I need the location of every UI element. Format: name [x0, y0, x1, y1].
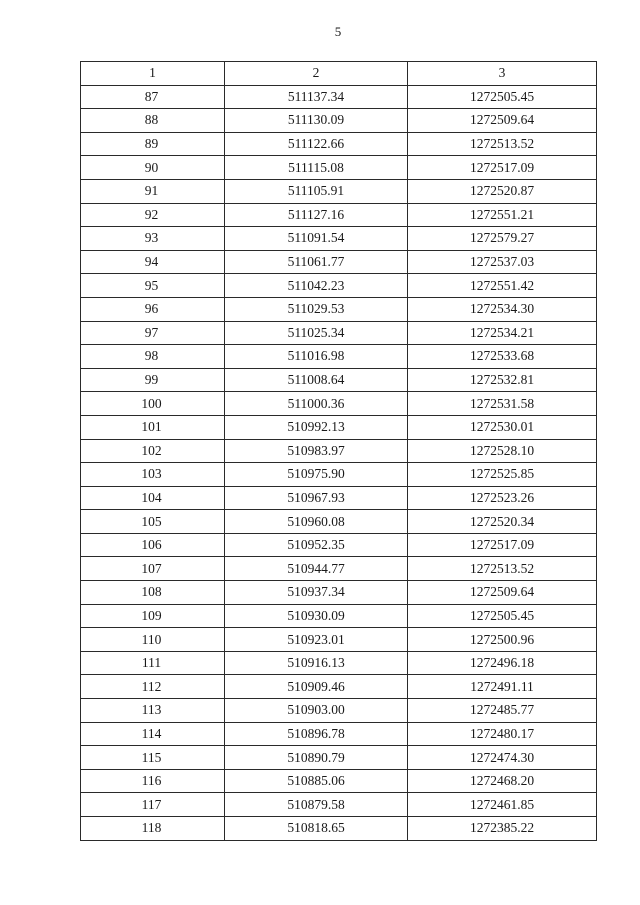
y-coordinate-cell: 1272505.45 [408, 604, 597, 628]
column-header-2: 2 [225, 62, 408, 86]
y-coordinate-cell: 1272480.17 [408, 722, 597, 746]
coordinates-table [80, 61, 597, 841]
y-coordinate-cell: 1272513.52 [408, 557, 597, 581]
x-coordinate-cell: 510952.35 [225, 533, 408, 557]
y-coordinate-cell: 1272517.09 [408, 533, 597, 557]
y-coordinate-cell: 1272551.42 [408, 274, 597, 298]
point-number-cell: 116 [81, 769, 225, 793]
y-coordinate-cell: 1272474.30 [408, 746, 597, 770]
point-number-cell: 111 [81, 651, 225, 675]
point-number-cell: 107 [81, 557, 225, 581]
x-coordinate-cell: 510960.08 [225, 510, 408, 534]
point-number-cell: 117 [81, 793, 225, 817]
point-number-cell: 113 [81, 699, 225, 723]
table-row [81, 368, 597, 392]
table-row [81, 345, 597, 369]
x-coordinate-cell: 510930.09 [225, 604, 408, 628]
table-row [81, 203, 597, 227]
y-coordinate-cell: 1272485.77 [408, 699, 597, 723]
table-row [81, 817, 597, 841]
point-number-cell: 88 [81, 109, 225, 133]
table-row [81, 557, 597, 581]
table-row [81, 769, 597, 793]
table-row [81, 132, 597, 156]
y-coordinate-cell: 1272534.30 [408, 297, 597, 321]
y-coordinate-cell: 1272534.21 [408, 321, 597, 345]
table-row [81, 415, 597, 439]
x-coordinate-cell: 511115.08 [225, 156, 408, 180]
table-row [81, 109, 597, 133]
x-coordinate-cell: 510944.77 [225, 557, 408, 581]
x-coordinate-cell: 510818.65 [225, 817, 408, 841]
y-coordinate-cell: 1272537.03 [408, 250, 597, 274]
y-coordinate-cell: 1272579.27 [408, 227, 597, 251]
y-coordinate-cell: 1272509.64 [408, 581, 597, 605]
table-row [81, 628, 597, 652]
table-row [81, 227, 597, 251]
y-coordinate-cell: 1272528.10 [408, 439, 597, 463]
point-number-cell: 114 [81, 722, 225, 746]
y-coordinate-cell: 1272533.68 [408, 345, 597, 369]
table-row [81, 297, 597, 321]
point-number-cell: 103 [81, 463, 225, 487]
column-header-1: 1 [81, 62, 225, 86]
x-coordinate-cell: 510967.93 [225, 486, 408, 510]
y-coordinate-cell: 1272532.81 [408, 368, 597, 392]
y-coordinate-cell: 1272491.11 [408, 675, 597, 699]
table-row [81, 722, 597, 746]
page-number: 5 [334, 24, 342, 39]
x-coordinate-cell: 510903.00 [225, 699, 408, 723]
x-coordinate-cell: 510909.46 [225, 675, 408, 699]
table-row [81, 392, 597, 416]
point-number-cell: 99 [81, 368, 225, 392]
x-coordinate-cell: 511025.34 [225, 321, 408, 345]
x-coordinate-cell: 511008.64 [225, 368, 408, 392]
y-coordinate-cell: 1272385.22 [408, 817, 597, 841]
table-row [81, 250, 597, 274]
point-number-cell: 91 [81, 179, 225, 203]
y-coordinate-cell: 1272468.20 [408, 769, 597, 793]
table-row [81, 486, 597, 510]
point-number-cell: 93 [81, 227, 225, 251]
y-coordinate-cell: 1272496.18 [408, 651, 597, 675]
x-coordinate-cell: 510890.79 [225, 746, 408, 770]
x-coordinate-cell: 511122.66 [225, 132, 408, 156]
table-row [81, 581, 597, 605]
point-number-cell: 95 [81, 274, 225, 298]
table-row [81, 533, 597, 557]
table-row [81, 675, 597, 699]
table-row [81, 651, 597, 675]
x-coordinate-cell: 511029.53 [225, 297, 408, 321]
point-number-cell: 105 [81, 510, 225, 534]
x-coordinate-cell: 511000.36 [225, 392, 408, 416]
point-number-cell: 90 [81, 156, 225, 180]
table-row [81, 510, 597, 534]
point-number-cell: 98 [81, 345, 225, 369]
y-coordinate-cell: 1272525.85 [408, 463, 597, 487]
x-coordinate-cell: 511105.91 [225, 179, 408, 203]
y-coordinate-cell: 1272523.26 [408, 486, 597, 510]
x-coordinate-cell: 511091.54 [225, 227, 408, 251]
y-coordinate-cell: 1272520.34 [408, 510, 597, 534]
table-row [81, 179, 597, 203]
point-number-cell: 94 [81, 250, 225, 274]
x-coordinate-cell: 511016.98 [225, 345, 408, 369]
point-number-cell: 104 [81, 486, 225, 510]
y-coordinate-cell: 1272520.87 [408, 179, 597, 203]
y-coordinate-cell: 1272500.96 [408, 628, 597, 652]
y-coordinate-cell: 1272530.01 [408, 415, 597, 439]
point-number-cell: 96 [81, 297, 225, 321]
x-coordinate-cell: 511127.16 [225, 203, 408, 227]
column-header-3: 3 [408, 62, 597, 86]
point-number-cell: 106 [81, 533, 225, 557]
x-coordinate-cell: 510879.58 [225, 793, 408, 817]
table-row [81, 321, 597, 345]
point-number-cell: 108 [81, 581, 225, 605]
point-number-cell: 115 [81, 746, 225, 770]
table-row [81, 85, 597, 109]
table-row [81, 699, 597, 723]
x-coordinate-cell: 510896.78 [225, 722, 408, 746]
x-coordinate-cell: 510937.34 [225, 581, 408, 605]
y-coordinate-cell: 1272505.45 [408, 85, 597, 109]
point-number-cell: 97 [81, 321, 225, 345]
table-row [81, 604, 597, 628]
point-number-cell: 92 [81, 203, 225, 227]
table-row [81, 439, 597, 463]
y-coordinate-cell: 1272517.09 [408, 156, 597, 180]
point-number-cell: 102 [81, 439, 225, 463]
point-number-cell: 109 [81, 604, 225, 628]
x-coordinate-cell: 510916.13 [225, 651, 408, 675]
point-number-cell: 101 [81, 415, 225, 439]
x-coordinate-cell: 510992.13 [225, 415, 408, 439]
table-row [81, 793, 597, 817]
point-number-cell: 112 [81, 675, 225, 699]
point-number-cell: 110 [81, 628, 225, 652]
x-coordinate-cell: 510885.06 [225, 769, 408, 793]
x-coordinate-cell: 510975.90 [225, 463, 408, 487]
point-number-cell: 87 [81, 85, 225, 109]
x-coordinate-cell: 511061.77 [225, 250, 408, 274]
header-row [81, 62, 597, 86]
y-coordinate-cell: 1272509.64 [408, 109, 597, 133]
y-coordinate-cell: 1272461.85 [408, 793, 597, 817]
y-coordinate-cell: 1272551.21 [408, 203, 597, 227]
point-number-cell: 100 [81, 392, 225, 416]
y-coordinate-cell: 1272513.52 [408, 132, 597, 156]
x-coordinate-cell: 511042.23 [225, 274, 408, 298]
x-coordinate-cell: 511130.09 [225, 109, 408, 133]
y-coordinate-cell: 1272531.58 [408, 392, 597, 416]
point-number-cell: 89 [81, 132, 225, 156]
x-coordinate-cell: 510923.01 [225, 628, 408, 652]
table-row [81, 463, 597, 487]
point-number-cell: 118 [81, 817, 225, 841]
table-body [81, 85, 597, 840]
table-row [81, 274, 597, 298]
x-coordinate-cell: 511137.34 [225, 85, 408, 109]
table-row [81, 746, 597, 770]
x-coordinate-cell: 510983.97 [225, 439, 408, 463]
table-row [81, 156, 597, 180]
